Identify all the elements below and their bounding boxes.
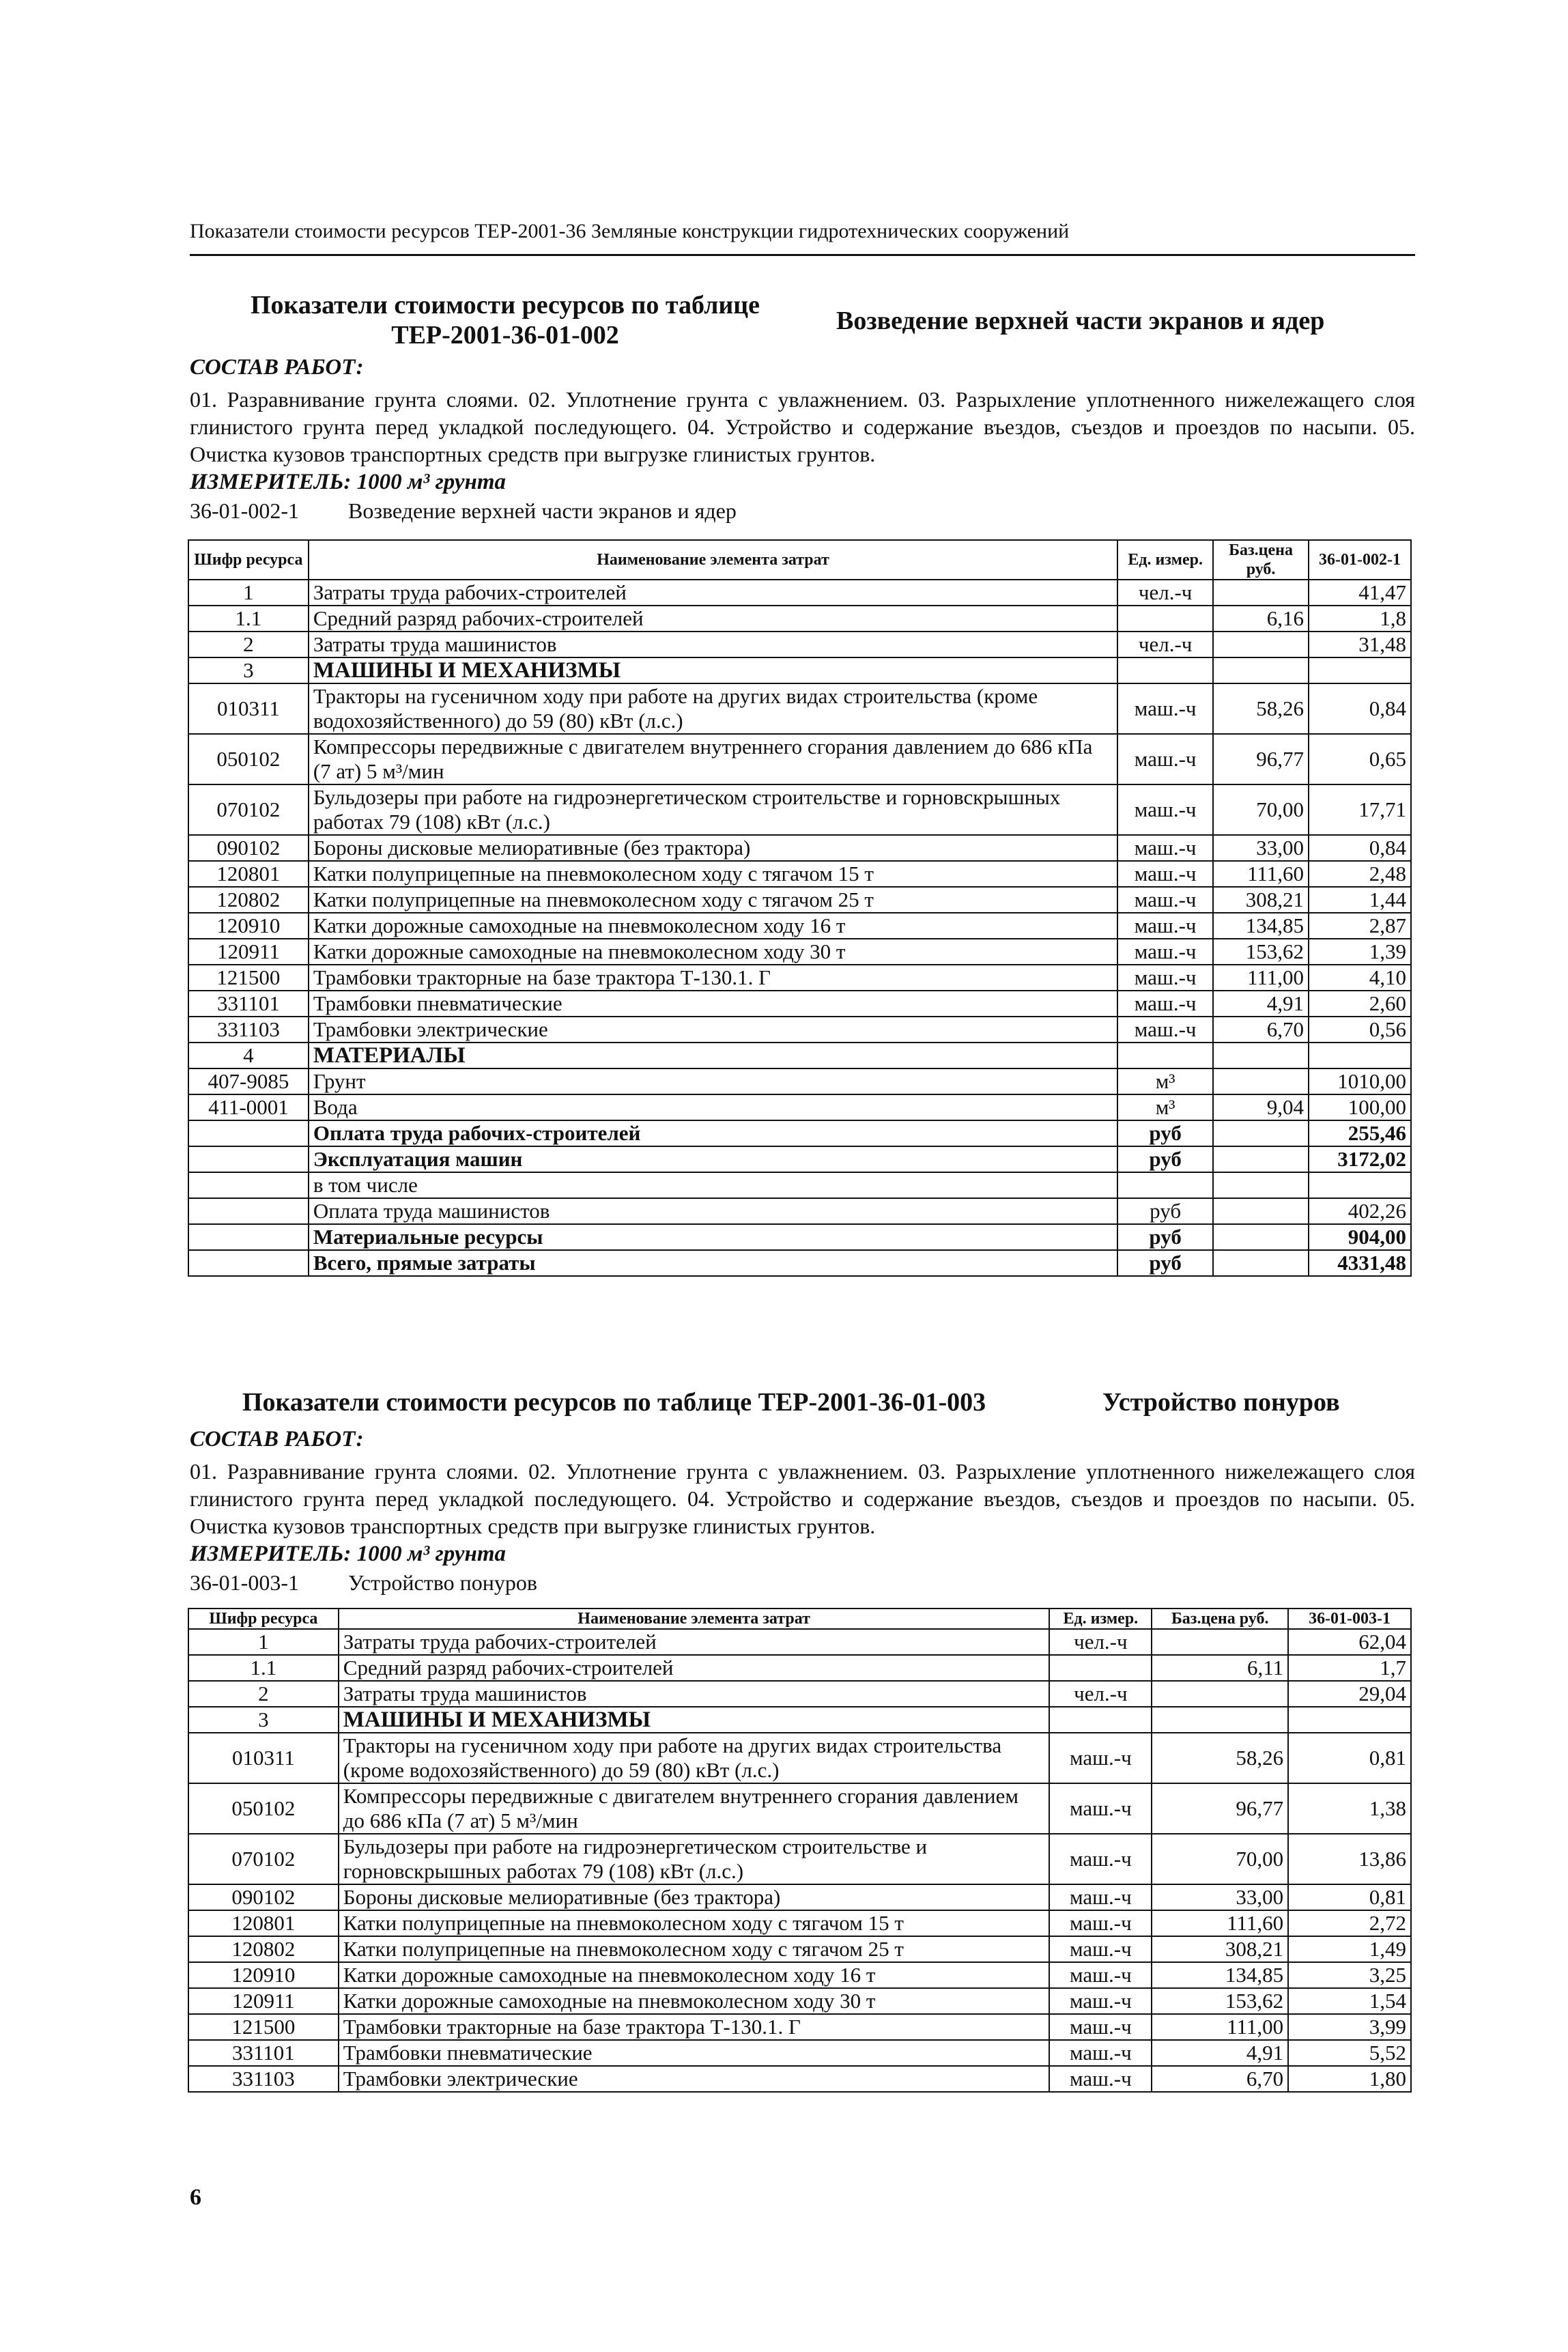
cell-unit: маш.-ч (1117, 939, 1213, 965)
cell-code: 2 (188, 1681, 339, 1707)
cell-code: 331103 (188, 2066, 339, 2092)
cell-name: Бульдозеры при работе на гидроэнергетическом строительстве и горновскрышных работах 79 (108) кВт (л.с.) (309, 784, 1117, 835)
table-row (188, 991, 1411, 1017)
cell-price: 111,00 (1152, 2014, 1288, 2040)
cell-code: 050102 (188, 734, 309, 784)
table-row (188, 1834, 1411, 1884)
table-row (188, 784, 1411, 835)
cell-price (1213, 1172, 1309, 1198)
table-row (188, 606, 1411, 632)
cell-name: Катки дорожные самоходные на пневмоколесном ходу 30 т (309, 939, 1117, 965)
cell-name: Материальные ресурсы (309, 1224, 1117, 1250)
cell-code (188, 1146, 309, 1172)
page-header: Показатели стоимости ресурсов ТЕР-2001-36 Земляные конструкции гидротехнических сооружений (190, 220, 1070, 242)
cell-unit: чел.-ч (1049, 1629, 1152, 1655)
cell-value: 62,04 (1288, 1629, 1411, 1655)
cell-price (1213, 1224, 1309, 1250)
cell-unit: руб (1117, 1198, 1213, 1224)
cell-price (1213, 1043, 1309, 1068)
cell-value: 1,54 (1288, 1988, 1411, 2014)
cell-price: 308,21 (1152, 1936, 1288, 1962)
cell-unit: маш.-ч (1049, 2014, 1152, 2040)
cell-unit: маш.-ч (1117, 991, 1213, 1017)
table-row (188, 1910, 1411, 1936)
cell-name: Эксплуатация машин (309, 1146, 1117, 1172)
cell-code: 090102 (188, 835, 309, 861)
col-header-value: 36-01-003-1 (1288, 1609, 1411, 1629)
section2-table (188, 1608, 1412, 2093)
cell-price (1152, 1707, 1288, 1733)
cell-name: МАШИНЫ И МЕХАНИЗМЫ (309, 657, 1117, 683)
cell-code (188, 1172, 309, 1198)
cell-price: 308,21 (1213, 887, 1309, 913)
section2-code-name: Устройство понуров (348, 1570, 537, 1595)
cell-price: 58,26 (1213, 683, 1309, 734)
cell-price (1213, 1068, 1309, 1094)
table-row (188, 657, 1411, 683)
section1-code: 36-01-002-1 (190, 498, 299, 523)
cell-name: Катки дорожные самоходные на пневмоколесном ходу 16 т (339, 1962, 1050, 1988)
table-row (188, 1733, 1411, 1783)
cell-value: 2,48 (1309, 861, 1411, 887)
cell-code: 2 (188, 632, 309, 657)
section2-code: 36-01-003-1 (190, 1570, 299, 1595)
cell-unit (1049, 1655, 1152, 1681)
cell-price: 6,16 (1213, 606, 1309, 632)
cell-value: 2,72 (1288, 1910, 1411, 1936)
cell-unit: чел.-ч (1117, 632, 1213, 657)
cell-value: 17,71 (1309, 784, 1411, 835)
cell-unit: маш.-ч (1117, 887, 1213, 913)
cell-unit: маш.-ч (1049, 1910, 1152, 1936)
cell-code: 331103 (188, 1017, 309, 1043)
cell-name: Затраты труда машинистов (309, 632, 1117, 657)
table-row (188, 887, 1411, 913)
cell-unit: руб (1117, 1146, 1213, 1172)
cell-value: 1,49 (1288, 1936, 1411, 1962)
cell-price: 96,77 (1152, 1783, 1288, 1834)
cell-price: 6,70 (1152, 2066, 1288, 2092)
cell-unit: м³ (1117, 1094, 1213, 1120)
cell-price (1152, 1629, 1288, 1655)
table-row (188, 2014, 1411, 2040)
section2-works-label: СОСТАВ РАБОТ: (190, 1427, 364, 1451)
cell-price: 111,60 (1152, 1910, 1288, 1936)
cell-value: 3,99 (1288, 2014, 1411, 2040)
cell-unit (1049, 1707, 1152, 1733)
cell-name: Тракторы на гусеничном ходу при работе на других видах строительства (кроме водохозяйственного) до 59 (80) кВт (л.с.) (339, 1733, 1050, 1783)
cell-code: 120910 (188, 913, 309, 939)
cell-unit: маш.-ч (1117, 913, 1213, 939)
table-row (188, 939, 1411, 965)
table-row (188, 835, 1411, 861)
cell-value: 1,38 (1288, 1783, 1411, 1834)
section1-works-text: 01. Разравнивание грунта слоями. 02. Уплотнение грунта с увлажнением. 03. Разрыхление уплотненного нижележащего слоя глинистого грунта перед укладкой последующего. 04. Устройство и содержание въездов, съездов и проездов по насыпи. 05. Очистка кузовов транспортных средств при выгрузке глинистых грунтов. (190, 387, 1415, 466)
cell-price: 6,11 (1152, 1655, 1288, 1681)
cell-unit: руб (1117, 1224, 1213, 1250)
col-header-price: Баз.цена руб. (1152, 1609, 1288, 1629)
table-row (188, 1988, 1411, 2014)
cell-value: 402,26 (1309, 1198, 1411, 1224)
cell-price: 111,00 (1213, 965, 1309, 991)
cell-name: Трамбовки электрические (339, 2066, 1050, 2092)
cell-value: 0,81 (1288, 1884, 1411, 1910)
cell-code (188, 1120, 309, 1146)
cell-value: 0,65 (1309, 734, 1411, 784)
cell-unit: маш.-ч (1049, 1834, 1152, 1884)
table-row (188, 1783, 1411, 1834)
cell-name: Бороны дисковые мелиоративные (без трактора) (339, 1884, 1050, 1910)
cell-unit: маш.-ч (1117, 965, 1213, 991)
table-row (188, 1043, 1411, 1068)
cell-code: 4 (188, 1043, 309, 1068)
cell-value: 1,7 (1288, 1655, 1411, 1681)
table-row (188, 965, 1411, 991)
cell-name: Трамбовки тракторные на базе трактора Т-130.1. Г (339, 2014, 1050, 2040)
table-row (188, 1094, 1411, 1120)
table-row (188, 1681, 1411, 1707)
cell-unit: маш.-ч (1049, 1783, 1152, 1834)
col-header-value: 36-01-002-1 (1309, 540, 1411, 580)
section1-works-label: СОСТАВ РАБОТ: (190, 355, 364, 380)
table-row (188, 632, 1411, 657)
cell-price: 134,85 (1213, 913, 1309, 939)
cell-name: Катки полуприцепные на пневмоколесном ходу с тягачом 25 т (309, 887, 1117, 913)
table-row (188, 1224, 1411, 1250)
cell-value: 13,86 (1288, 1834, 1411, 1884)
cell-code: 121500 (188, 965, 309, 991)
cell-value (1309, 1172, 1411, 1198)
cell-name: Затраты труда машинистов (339, 1681, 1050, 1707)
cell-unit: маш.-ч (1049, 1884, 1152, 1910)
cell-price: 6,70 (1213, 1017, 1309, 1043)
cell-code: 070102 (188, 784, 309, 835)
cell-code: 3 (188, 657, 309, 683)
cell-code: 070102 (188, 1834, 339, 1884)
table-row (188, 734, 1411, 784)
cell-unit: маш.-ч (1049, 1936, 1152, 1962)
cell-code: 120911 (188, 939, 309, 965)
table-row (188, 1655, 1411, 1681)
cell-unit: маш.-ч (1117, 1017, 1213, 1043)
cell-unit: маш.-ч (1117, 734, 1213, 784)
cell-unit (1117, 606, 1213, 632)
cell-name: Компрессоры передвижные с двигателем внутреннего сгорания давлением до 686 кПа (7 ат) 5 м³/мин (309, 734, 1117, 784)
cell-price (1213, 632, 1309, 657)
table-row (188, 1884, 1411, 1910)
table-row (188, 1146, 1411, 1172)
cell-code (188, 1250, 309, 1276)
section1-code-name: Возведение верхней части экранов и ядер (348, 498, 737, 523)
cell-unit: чел.-ч (1049, 1681, 1152, 1707)
cell-price (1213, 657, 1309, 683)
cell-name: Вода (309, 1094, 1117, 1120)
cell-unit: руб (1117, 1120, 1213, 1146)
cell-name: Трамбовки пневматические (339, 2040, 1050, 2066)
page-number: 6 (190, 2185, 201, 2210)
col-header-code: Шифр ресурса (188, 540, 309, 580)
cell-price: 58,26 (1152, 1733, 1288, 1783)
cell-price: 4,91 (1213, 991, 1309, 1017)
table-row (188, 1936, 1411, 1962)
cell-price: 96,77 (1213, 734, 1309, 784)
cell-unit: маш.-ч (1049, 1962, 1152, 1988)
table-row (188, 1198, 1411, 1224)
cell-code: 331101 (188, 2040, 339, 2066)
table-row (188, 913, 1411, 939)
cell-unit (1117, 1172, 1213, 1198)
cell-name: Грунт (309, 1068, 1117, 1094)
cell-code: 1 (188, 580, 309, 606)
section1-title-right: Возведение верхней части экранов и ядер (836, 307, 1325, 335)
table-row (188, 1017, 1411, 1043)
col-header-code: Шифр ресурса (188, 1609, 339, 1629)
section1-code-line (190, 498, 737, 524)
cell-price: 4,91 (1152, 2040, 1288, 2066)
cell-code: 120801 (188, 1910, 339, 1936)
cell-value: 1,44 (1309, 887, 1411, 913)
cell-value: 100,00 (1309, 1094, 1411, 1120)
cell-price: 111,60 (1213, 861, 1309, 887)
cell-price (1213, 1146, 1309, 1172)
col-header-unit: Ед. измер. (1117, 540, 1213, 580)
header-rule (190, 254, 1415, 256)
cell-name: Компрессоры передвижные с двигателем внутреннего сгорания давлением до 686 кПа (7 ат) 5 м³/мин (339, 1783, 1050, 1834)
cell-name: МАТЕРИАЛЫ (309, 1043, 1117, 1068)
cell-name: Бульдозеры при работе на гидроэнергетическом строительстве и горновскрышных работах 79 (108) кВт (л.с.) (339, 1834, 1050, 1884)
cell-code (188, 1198, 309, 1224)
cell-value: 904,00 (1309, 1224, 1411, 1250)
cell-value (1309, 657, 1411, 683)
cell-value: 0,84 (1309, 683, 1411, 734)
cell-name: Всего, прямые затраты (309, 1250, 1117, 1276)
cell-price (1213, 580, 1309, 606)
cell-name: Бороны дисковые мелиоративные (без трактора) (309, 835, 1117, 861)
cell-price: 33,00 (1213, 835, 1309, 861)
cell-name: Трамбовки пневматические (309, 991, 1117, 1017)
cell-unit: маш.-ч (1117, 861, 1213, 887)
section1-title (205, 290, 806, 350)
cell-code: 3 (188, 1707, 339, 1733)
cell-code: 120802 (188, 887, 309, 913)
cell-value: 255,46 (1309, 1120, 1411, 1146)
cell-code: 120910 (188, 1962, 339, 1988)
table-row (188, 1962, 1411, 1988)
cell-name: в том числе (309, 1172, 1117, 1198)
cell-name: Трамбовки тракторные на базе трактора Т-130.1. Г (309, 965, 1117, 991)
cell-price: 70,00 (1213, 784, 1309, 835)
cell-value: 5,52 (1288, 2040, 1411, 2066)
cell-value (1288, 1707, 1411, 1733)
cell-code: 010311 (188, 1733, 339, 1783)
section2-meter: ИЗМЕРИТЕЛЬ: 1000 м³ грунта (190, 1542, 506, 1566)
cell-code: 120801 (188, 861, 309, 887)
cell-unit (1117, 657, 1213, 683)
table-row (188, 1250, 1411, 1276)
cell-code: 120802 (188, 1936, 339, 1962)
cell-unit: м³ (1117, 1068, 1213, 1094)
cell-name: Катки полуприцепные на пневмоколесном ходу с тягачом 25 т (339, 1936, 1050, 1962)
table-row (188, 1120, 1411, 1146)
cell-price: 134,85 (1152, 1962, 1288, 1988)
cell-price (1213, 1198, 1309, 1224)
cell-price (1213, 1120, 1309, 1146)
section2-title: Показатели стоимости ресурсов по таблице ТЕР-2001-36-01-003 (242, 1388, 986, 1417)
cell-value: 3172,02 (1309, 1146, 1411, 1172)
cell-code: 1.1 (188, 606, 309, 632)
cell-unit: маш.-ч (1049, 2040, 1152, 2066)
table-row (188, 1629, 1411, 1655)
cell-unit: маш.-ч (1117, 683, 1213, 734)
cell-price: 33,00 (1152, 1884, 1288, 1910)
table-row (188, 1707, 1411, 1733)
section2-works-text: 01. Разравнивание грунта слоями. 02. Уплотнение грунта с увлажнением. 03. Разрыхление уплотненного нижележащего слоя глинистого грунта перед укладкой последующего. 04. Устройство и содержание въездов, съездов и проездов по насыпи. 05. Очистка кузовов транспортных средств при выгрузке глинистых грунтов. (190, 1459, 1415, 1538)
cell-code: 407-9085 (188, 1068, 309, 1094)
cell-name: Затраты труда рабочих-строителей (339, 1629, 1050, 1655)
section1-table (188, 539, 1412, 1277)
cell-price (1213, 1250, 1309, 1276)
cell-code: 331101 (188, 991, 309, 1017)
cell-price: 70,00 (1152, 1834, 1288, 1884)
section2-title-right: Устройство понуров (1102, 1388, 1340, 1417)
cell-name: Оплата труда рабочих-строителей (309, 1120, 1117, 1146)
cell-unit: маш.-ч (1117, 784, 1213, 835)
cell-value: 2,87 (1309, 913, 1411, 939)
cell-code: 411-0001 (188, 1094, 309, 1120)
col-header-name: Наименование элемента затрат (309, 540, 1117, 580)
cell-name: Средний разряд рабочих-строителей (309, 606, 1117, 632)
section1-meter: ИЗМЕРИТЕЛЬ: 1000 м³ грунта (190, 470, 506, 494)
table-row (188, 1068, 1411, 1094)
table-row (188, 1172, 1411, 1198)
cell-value: 1,80 (1288, 2066, 1411, 2092)
col-header-name: Наименование элемента затрат (339, 1609, 1050, 1629)
cell-name: Трамбовки электрические (309, 1017, 1117, 1043)
cell-code: 120911 (188, 1988, 339, 2014)
cell-unit: чел.-ч (1117, 580, 1213, 606)
table-row (188, 580, 1411, 606)
cell-unit: маш.-ч (1049, 1733, 1152, 1783)
col-header-unit: Ед. измер. (1049, 1609, 1152, 1629)
cell-code: 090102 (188, 1884, 339, 1910)
cell-unit: маш.-ч (1049, 2066, 1152, 2092)
cell-code: 050102 (188, 1783, 339, 1834)
cell-value: 1010,00 (1309, 1068, 1411, 1094)
cell-price: 9,04 (1213, 1094, 1309, 1120)
table-row (188, 2040, 1411, 2066)
cell-unit: руб (1117, 1250, 1213, 1276)
table-header-row (188, 540, 1411, 580)
cell-name: Средний разряд рабочих-строителей (339, 1655, 1050, 1681)
cell-value: 0,84 (1309, 835, 1411, 861)
section2-code-line (190, 1570, 537, 1596)
cell-unit: маш.-ч (1049, 1988, 1152, 2014)
table-header-row (188, 1609, 1411, 1629)
section1-title-line2: ТЕР-2001-36-01-002 (391, 321, 619, 350)
cell-value: 3,25 (1288, 1962, 1411, 1988)
table-row (188, 861, 1411, 887)
cell-code: 1.1 (188, 1655, 339, 1681)
cell-value: 31,48 (1309, 632, 1411, 657)
cell-value: 1,39 (1309, 939, 1411, 965)
cell-value: 41,47 (1309, 580, 1411, 606)
cell-unit (1117, 1043, 1213, 1068)
cell-name: МАШИНЫ И МЕХАНИЗМЫ (339, 1707, 1050, 1733)
cell-code: 1 (188, 1629, 339, 1655)
cell-value: 0,81 (1288, 1733, 1411, 1783)
cell-price: 153,62 (1213, 939, 1309, 965)
cell-name: Катки полуприцепные на пневмоколесном ходу с тягачом 15 т (339, 1910, 1050, 1936)
cell-code (188, 1224, 309, 1250)
cell-value: 2,60 (1309, 991, 1411, 1017)
cell-value: 0,56 (1309, 1017, 1411, 1043)
cell-value (1309, 1043, 1411, 1068)
cell-name: Катки полуприцепные на пневмоколесном ходу с тягачом 15 т (309, 861, 1117, 887)
cell-price: 153,62 (1152, 1988, 1288, 2014)
col-header-price: Баз.цена руб. (1213, 540, 1309, 580)
cell-code: 121500 (188, 2014, 339, 2040)
cell-name: Катки дорожные самоходные на пневмоколесном ходу 30 т (339, 1988, 1050, 2014)
cell-value: 4,10 (1309, 965, 1411, 991)
cell-value: 4331,48 (1309, 1250, 1411, 1276)
section1-title-line1: Показатели стоимости ресурсов по таблице (250, 291, 760, 320)
cell-name: Тракторы на гусеничном ходу при работе на других видах строительства (кроме водохозяйственного) до 59 (80) кВт (л.с.) (309, 683, 1117, 734)
cell-code: 010311 (188, 683, 309, 734)
cell-unit: маш.-ч (1117, 835, 1213, 861)
table-row (188, 2066, 1411, 2092)
cell-name: Затраты труда рабочих-строителей (309, 580, 1117, 606)
cell-value: 29,04 (1288, 1681, 1411, 1707)
cell-value: 1,8 (1309, 606, 1411, 632)
cell-price (1152, 1681, 1288, 1707)
cell-name: Катки дорожные самоходные на пневмоколесном ходу 16 т (309, 913, 1117, 939)
cell-name: Оплата труда машинистов (309, 1198, 1117, 1224)
table-row (188, 683, 1411, 734)
